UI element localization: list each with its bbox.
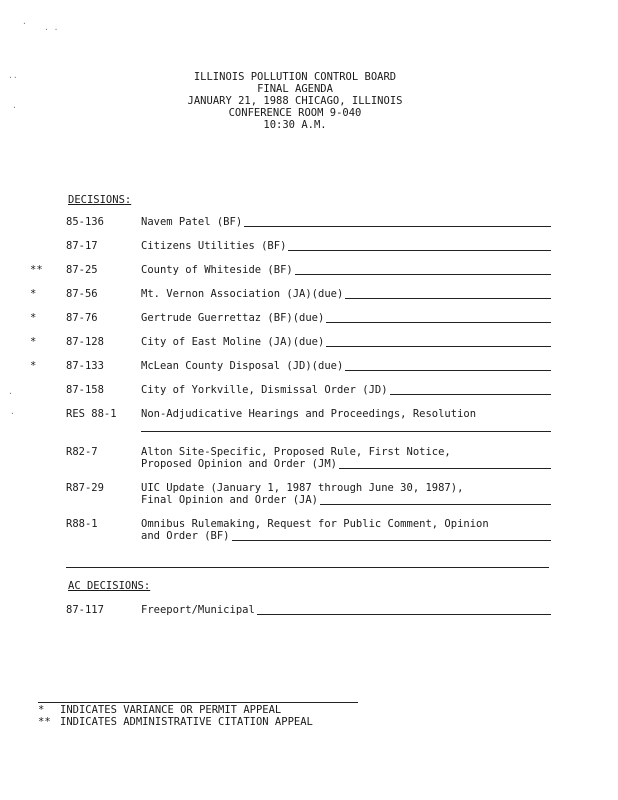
item-description (141, 240, 551, 252)
section-divider (66, 567, 549, 568)
decisions-heading: DECISIONS: (68, 194, 132, 206)
item-description (141, 482, 551, 506)
description-line: Proposed Opinion and Order (JM) (141, 458, 337, 470)
description-line: Citizens Utilities (BF) (141, 240, 287, 252)
item-description (141, 360, 551, 372)
description-line: Freeport/Municipal (141, 604, 255, 616)
description-line: and Order (BF) (141, 530, 230, 542)
description-line: Gertrude Guerrettaz (BF)(due) (141, 312, 325, 324)
fill-rule (326, 321, 551, 323)
scan-speck: · (10, 409, 15, 418)
legend-text: INDICATES ADMINISTRATIVE CITATION APPEAL (60, 716, 313, 728)
docket-number: RES 88-1 (66, 408, 117, 420)
description-line: Omnibus Rulemaking, Request for Public Comment, Opinion (141, 518, 489, 530)
item-description (141, 604, 551, 616)
board-name: ILLINOIS POLLUTION CONTROL BOARD (193, 71, 397, 83)
fill-rule (320, 503, 551, 505)
agenda-header (120, 71, 470, 131)
description-line: Non-Adjudicative Hearings and Proceedings, Resolution (141, 408, 477, 420)
docket-number: 87-56 (66, 288, 98, 300)
ac-decisions-heading: AC DECISIONS: (68, 580, 151, 592)
legend-mark: ** (38, 716, 51, 728)
item-mark: * (30, 312, 37, 324)
description-line: Alton Site-Specific, Proposed Rule, First Notice, (141, 446, 451, 458)
docket-number: 85-136 (66, 216, 104, 228)
scan-speck: · · (44, 25, 59, 34)
item-description (141, 384, 551, 396)
scan-speck: · (8, 389, 13, 398)
fill-rule (141, 420, 551, 432)
fill-rule (345, 369, 551, 371)
agenda-type: FINAL AGENDA (257, 83, 333, 95)
item-description (141, 336, 551, 348)
description-line: Final Opinion and Order (JA) (141, 494, 319, 506)
item-description (141, 446, 551, 470)
fill-rule (232, 539, 551, 541)
docket-number: 87-17 (66, 240, 98, 252)
description-line: Mt. Vernon Association (JA)(due) (141, 288, 344, 300)
item-description (141, 518, 551, 542)
meeting-time: 10:30 A.M. (263, 119, 327, 131)
fill-rule (390, 393, 551, 395)
description-line: UIC Update (January 1, 1987 through June 30, 1987), (141, 482, 464, 494)
item-mark: * (30, 336, 37, 348)
fill-rule (339, 467, 551, 469)
fill-rule (244, 225, 551, 227)
docket-number: 87-76 (66, 312, 98, 324)
item-description (141, 408, 551, 432)
description-line: City of Yorkville, Dismissal Order (JD) (141, 384, 388, 396)
fill-rule (345, 297, 551, 299)
docket-number: R87-29 (66, 482, 104, 494)
scan-speck: ·· (8, 73, 18, 82)
docket-number: R82-7 (66, 446, 98, 458)
legend-mark: * (38, 704, 45, 716)
item-description (141, 264, 551, 276)
meeting-room: CONFERENCE ROOM 9-040 (228, 107, 362, 119)
docket-number: 87-25 (66, 264, 98, 276)
item-mark: ** (30, 264, 43, 276)
description-line: McLean County Disposal (JD)(due) (141, 360, 344, 372)
scan-speck: · (12, 103, 17, 112)
item-description (141, 216, 551, 228)
description-line: City of East Moline (JA)(due) (141, 336, 325, 348)
item-description (141, 312, 551, 324)
docket-number: R88-1 (66, 518, 98, 530)
scan-speck: · (22, 19, 27, 28)
item-mark: * (30, 288, 37, 300)
docket-number: 87-158 (66, 384, 104, 396)
meeting-date-location: JANUARY 21, 1988 CHICAGO, ILLINOIS (187, 95, 403, 107)
legend-rule (38, 702, 358, 703)
legend-text: INDICATES VARIANCE OR PERMIT APPEAL (60, 704, 282, 716)
fill-rule (295, 273, 551, 275)
docket-number: 87-133 (66, 360, 104, 372)
fill-rule (288, 249, 551, 251)
item-mark: * (30, 360, 37, 372)
fill-rule (326, 345, 551, 347)
description-line: Navem Patel (BF) (141, 216, 243, 228)
description-line: County of Whiteside (BF) (141, 264, 293, 276)
docket-number: 87-117 (66, 604, 104, 616)
item-description (141, 288, 551, 300)
docket-number: 87-128 (66, 336, 104, 348)
fill-rule (257, 613, 551, 615)
